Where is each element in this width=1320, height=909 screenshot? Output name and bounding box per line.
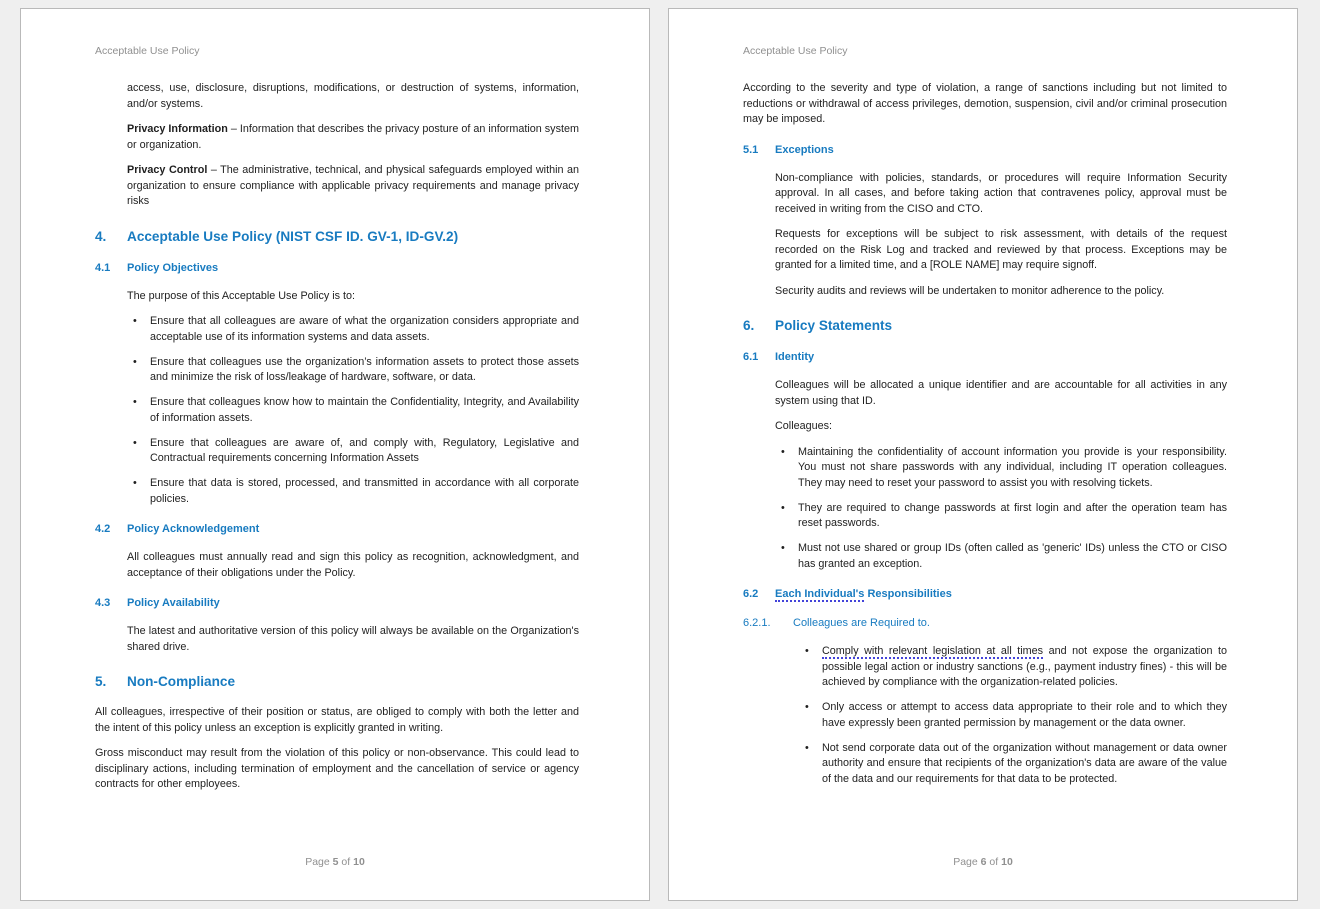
page-header: Acceptable Use Policy bbox=[95, 45, 200, 57]
text-run: Ensure that colleagues are aware of, and comply with, Regulatory, Legislative and Contractual requirements concerning Information Assets bbox=[150, 436, 579, 464]
heading-number: 4.1 bbox=[95, 261, 111, 274]
text-run: Privacy Control bbox=[127, 164, 208, 176]
heading-text: Exceptions bbox=[775, 143, 834, 156]
bullet-text bbox=[150, 436, 579, 467]
bullet-text bbox=[150, 476, 579, 507]
text-run: Ensure that all colleagues are aware of what the organization considers appropriate and acceptable use of its information systems and data assets. bbox=[150, 315, 579, 343]
heading-number: 6.2.1. bbox=[743, 617, 771, 629]
heading-number: 5. bbox=[95, 674, 107, 689]
bullet-item bbox=[781, 541, 1227, 572]
footer-of: of bbox=[989, 856, 999, 868]
heading-number: 4.3 bbox=[95, 597, 111, 609]
bullet-text bbox=[798, 501, 1227, 532]
text-run: and not expose the organization to possible legal action or industry sanctions (e.g., payment industry fines) - this will be achieved by compliance with the organization-related policies. bbox=[822, 645, 1227, 688]
bullet-item bbox=[805, 700, 1227, 731]
subsection-heading bbox=[743, 143, 1227, 158]
text-run: All colleagues must annually read and sign this policy as recognition, acknowledgment, and acceptance of their obligations under the Policy. bbox=[127, 551, 579, 579]
bullet-icon: • bbox=[781, 542, 785, 554]
subsection-heading bbox=[743, 350, 1227, 365]
bullet-text bbox=[822, 644, 1227, 691]
text-run: Maintaining the confidentiality of account information you provide is your responsibility. You must not share passwords with any individual, including IT operation colleagues. They may need to reset your password to assist you with resolving tickets. bbox=[798, 445, 1227, 489]
bullet-text bbox=[150, 355, 579, 386]
text-run: The latest and authoritative version of this policy will always be available on the Organization's shared drive. bbox=[127, 625, 579, 653]
heading-text: Identity bbox=[775, 351, 815, 363]
bullet-text bbox=[822, 700, 1227, 731]
section-heading bbox=[95, 673, 579, 691]
bullet-text bbox=[798, 541, 1227, 572]
heading-number: 5.1 bbox=[743, 143, 759, 156]
bullet-list bbox=[743, 445, 1227, 573]
footer-page-number: 6 bbox=[980, 856, 987, 868]
text-run: Gross misconduct may result from the violation of this policy or non-observance. This could lead to disciplinary actions, including termination of employment and the cancellation of service or agency contracts for other employees. bbox=[95, 747, 579, 790]
footer-label: Page bbox=[953, 856, 978, 868]
page-footer bbox=[21, 856, 649, 868]
section-heading bbox=[743, 317, 1227, 335]
text-run: access, use, disclosure, disruptions, modifications, or destruction of systems, information, and/or systems. bbox=[127, 82, 579, 110]
bullet-item bbox=[133, 395, 579, 426]
text-run: – Information that describes the privacy posture of an information system or organization. bbox=[127, 123, 579, 151]
heading-text: Policy Availability bbox=[127, 597, 220, 609]
bullet-icon: • bbox=[805, 701, 809, 713]
paragraph bbox=[775, 378, 1227, 409]
text-run: Privacy Information bbox=[127, 123, 228, 135]
bullet-icon: • bbox=[781, 501, 785, 514]
paragraph bbox=[775, 171, 1227, 218]
bullet-item bbox=[133, 355, 579, 386]
text-run: Colleagues will be allocated a unique identifier and are accountable for all activities in any system using that ID. bbox=[775, 379, 1227, 407]
heading-number: 6.2 bbox=[743, 588, 759, 600]
bullet-icon: • bbox=[805, 645, 809, 657]
bullet-icon: • bbox=[133, 355, 137, 368]
heading-text: Policy Objectives bbox=[127, 261, 219, 274]
text-run: Responsibilities bbox=[864, 588, 952, 600]
subsection-heading bbox=[95, 596, 579, 611]
page-content bbox=[743, 81, 1227, 797]
document-page-6[interactable] bbox=[668, 8, 1298, 901]
paragraph bbox=[775, 284, 1227, 300]
text-run: Non-compliance with policies, standards, or procedures will require Information Security approval. In all cases, and before taking action that contravenes policy, approval must be received in writing from the CISO and CTO. bbox=[775, 171, 1227, 215]
text-run: Ensure that data is stored, processed, and transmitted in accordance with all corporate policies. bbox=[150, 477, 579, 505]
subsection-heading bbox=[743, 587, 1227, 602]
bullet-icon: • bbox=[805, 741, 809, 754]
heading-text: Policy Statements bbox=[775, 318, 893, 333]
paragraph bbox=[127, 550, 579, 581]
text-run: Requests for exceptions will be subject to risk assessment, with details of the request recorded on the Risk Log and tracked and reviewed by that process. Exceptions may be granted for a limited time, and a [ROLE NAME] may require signoff. bbox=[775, 228, 1227, 271]
paragraph bbox=[775, 227, 1227, 274]
text-run: Only access or attempt to access data appropriate to their role and to which they have expressly been granted permission by management or the data owner. bbox=[822, 701, 1227, 729]
text-run: Ensure that colleagues know how to maintain the Confidentiality, Integrity, and Availability of information assets. bbox=[150, 396, 579, 424]
grammar-flagged-text: Each Individual's bbox=[775, 588, 865, 600]
footer-total: 10 bbox=[1001, 856, 1013, 868]
paragraph bbox=[775, 419, 1227, 435]
bullet-item bbox=[133, 314, 579, 345]
text-run: Colleagues: bbox=[775, 420, 833, 432]
bullet-icon: • bbox=[133, 477, 137, 489]
bullet-list bbox=[743, 644, 1227, 787]
bullet-text bbox=[150, 314, 579, 345]
document-page-5[interactable] bbox=[20, 8, 650, 901]
text-run: Not send corporate data out of the organization without management or data owner authority and ensure that recipients of the organization's data are aware of the value of the data and our requirements for that data to be protected. bbox=[822, 741, 1227, 785]
heading-text bbox=[775, 587, 952, 602]
paragraph bbox=[127, 122, 579, 153]
grammar-flagged-text: Comply with relevant legislation at all times bbox=[822, 645, 1044, 657]
heading-text: Colleagues are Required to. bbox=[793, 617, 930, 629]
text-run: Security audits and reviews will be undertaken to monitor adherence to the policy. bbox=[775, 284, 1165, 297]
bullet-icon: • bbox=[133, 315, 137, 327]
paragraph bbox=[95, 746, 579, 793]
heading-number: 6. bbox=[743, 318, 755, 333]
page-footer bbox=[669, 856, 1297, 868]
heading-number: 6.1 bbox=[743, 351, 759, 363]
paragraph bbox=[743, 81, 1227, 128]
bullet-icon: • bbox=[133, 396, 137, 408]
paragraph bbox=[127, 289, 579, 305]
paragraph bbox=[127, 624, 579, 655]
bullet-text bbox=[150, 395, 579, 426]
bullet-text bbox=[822, 741, 1227, 788]
text-run: Ensure that colleagues use the organization’s information assets to protect those assets and minimize the risk of loss/leakage of hardware, software, or data. bbox=[150, 355, 579, 383]
section-heading bbox=[95, 228, 579, 246]
text-run: Must not use shared or group IDs (often called as 'generic' IDs) unless the CTO or CISO has granted an exception. bbox=[798, 542, 1227, 570]
bullet-list bbox=[95, 314, 579, 507]
heading-text: Non-Compliance bbox=[127, 674, 235, 689]
text-run: – The administrative, technical, and physical safeguards employed within an organization to ensure compliance with applicable privacy requirements and manage privacy risks bbox=[127, 164, 579, 207]
bullet-item bbox=[133, 436, 579, 467]
page-header: Acceptable Use Policy bbox=[743, 45, 848, 57]
bullet-icon: • bbox=[781, 445, 785, 458]
bullet-item bbox=[781, 445, 1227, 492]
footer-total: 10 bbox=[353, 856, 365, 868]
bullet-text bbox=[798, 445, 1227, 492]
bullet-item bbox=[805, 644, 1227, 691]
subsubsection-heading bbox=[743, 616, 1227, 631]
footer-of: of bbox=[341, 856, 351, 868]
page-content bbox=[95, 81, 579, 803]
paragraph bbox=[127, 81, 579, 112]
bullet-item bbox=[805, 741, 1227, 788]
subsection-heading bbox=[95, 261, 579, 276]
text-run: All colleagues, irrespective of their position or status, are obliged to comply with both the letter and the intent of this policy unless an exception is explicitly granted in writing. bbox=[95, 706, 579, 734]
subsection-heading bbox=[95, 522, 579, 537]
text-run: According to the severity and type of violation, a range of sanctions including but not limited to reductions or withdrawal of access privileges, demotion, suspension, civil and/or criminal prosecution may be imposed. bbox=[743, 82, 1227, 125]
paragraph bbox=[127, 163, 579, 210]
footer-label: Page bbox=[305, 856, 330, 868]
heading-text: Acceptable Use Policy (NIST CSF ID. GV-1, ID-GV.2) bbox=[127, 228, 459, 244]
text-run: They are required to change passwords at first login and after the operation team has reset passwords. bbox=[798, 501, 1227, 529]
paragraph bbox=[95, 705, 579, 736]
text-run: The purpose of this Acceptable Use Policy is to: bbox=[127, 289, 356, 302]
heading-text: Policy Acknowledgement bbox=[127, 523, 260, 535]
bullet-icon: • bbox=[133, 436, 137, 449]
bullet-item bbox=[781, 501, 1227, 532]
bullet-item bbox=[133, 476, 579, 507]
heading-number: 4.2 bbox=[95, 523, 111, 535]
heading-number: 4. bbox=[95, 228, 107, 244]
footer-page-number: 5 bbox=[332, 856, 339, 868]
